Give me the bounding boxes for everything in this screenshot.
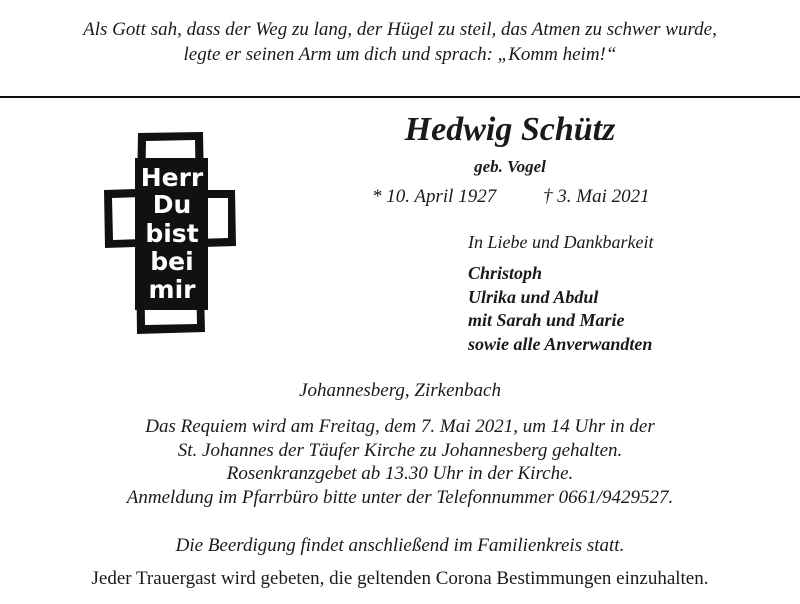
service-info	[0, 415, 800, 509]
burial-info: Die Beerdigung findet anschließend im Familienkreis statt.	[175, 535, 625, 556]
cross-text-line: bei	[150, 247, 194, 276]
cross-text-line: mir	[148, 275, 196, 304]
corona-notice: Jeder Trauergast wird gebeten, die geltenden Corona Bestimmungen einzuhalten.	[91, 568, 709, 589]
deceased-name: Hedwig Schütz	[404, 111, 616, 148]
mourner-name: Christoph	[468, 263, 543, 283]
cross-text-line: bist	[145, 219, 199, 248]
mourner-name: Ulrika und Abdul	[468, 286, 599, 307]
mourners-list	[468, 262, 652, 356]
opening-quote	[0, 17, 800, 67]
cross-icon	[102, 130, 238, 336]
divider	[0, 96, 800, 98]
place: Johannesberg, Zirkenbach	[299, 380, 501, 401]
mourners-intro: In Liebe und Dankbarkeit	[468, 232, 654, 252]
death-date: † 3. Mai 2021	[543, 186, 650, 207]
service-line: Anmeldung im Pfarrbüro bitte unter der Telefonnummer 0661/9429527.	[126, 486, 674, 508]
service-line: Das Requiem wird am Freitag, dem 7. Mai 2021, um 14 Uhr in der	[145, 416, 655, 437]
service-line: St. Johannes der Täufer Kirche zu Johannesberg gehalten.	[177, 439, 623, 461]
mourner-name: mit Sarah und Marie	[468, 310, 625, 330]
service-line: Rosenkranzgebet ab 13.30 Uhr in der Kirche.	[226, 463, 574, 484]
maiden-name: geb. Vogel	[474, 157, 546, 176]
cross-text-line: Herr	[140, 163, 204, 192]
mourner-name: sowie alle Anverwandten	[468, 333, 653, 354]
quote-line: Als Gott sah, dass der Weg zu lang, der Hügel zu steil, das Atmen zu schwer wurde,	[83, 19, 717, 40]
birth-date: * 10. April 1927	[372, 186, 497, 207]
cross-text-line: Du	[152, 190, 192, 219]
quote-line: legte er seinen Arm um dich und sprach: „Komm heim!“	[183, 44, 617, 65]
